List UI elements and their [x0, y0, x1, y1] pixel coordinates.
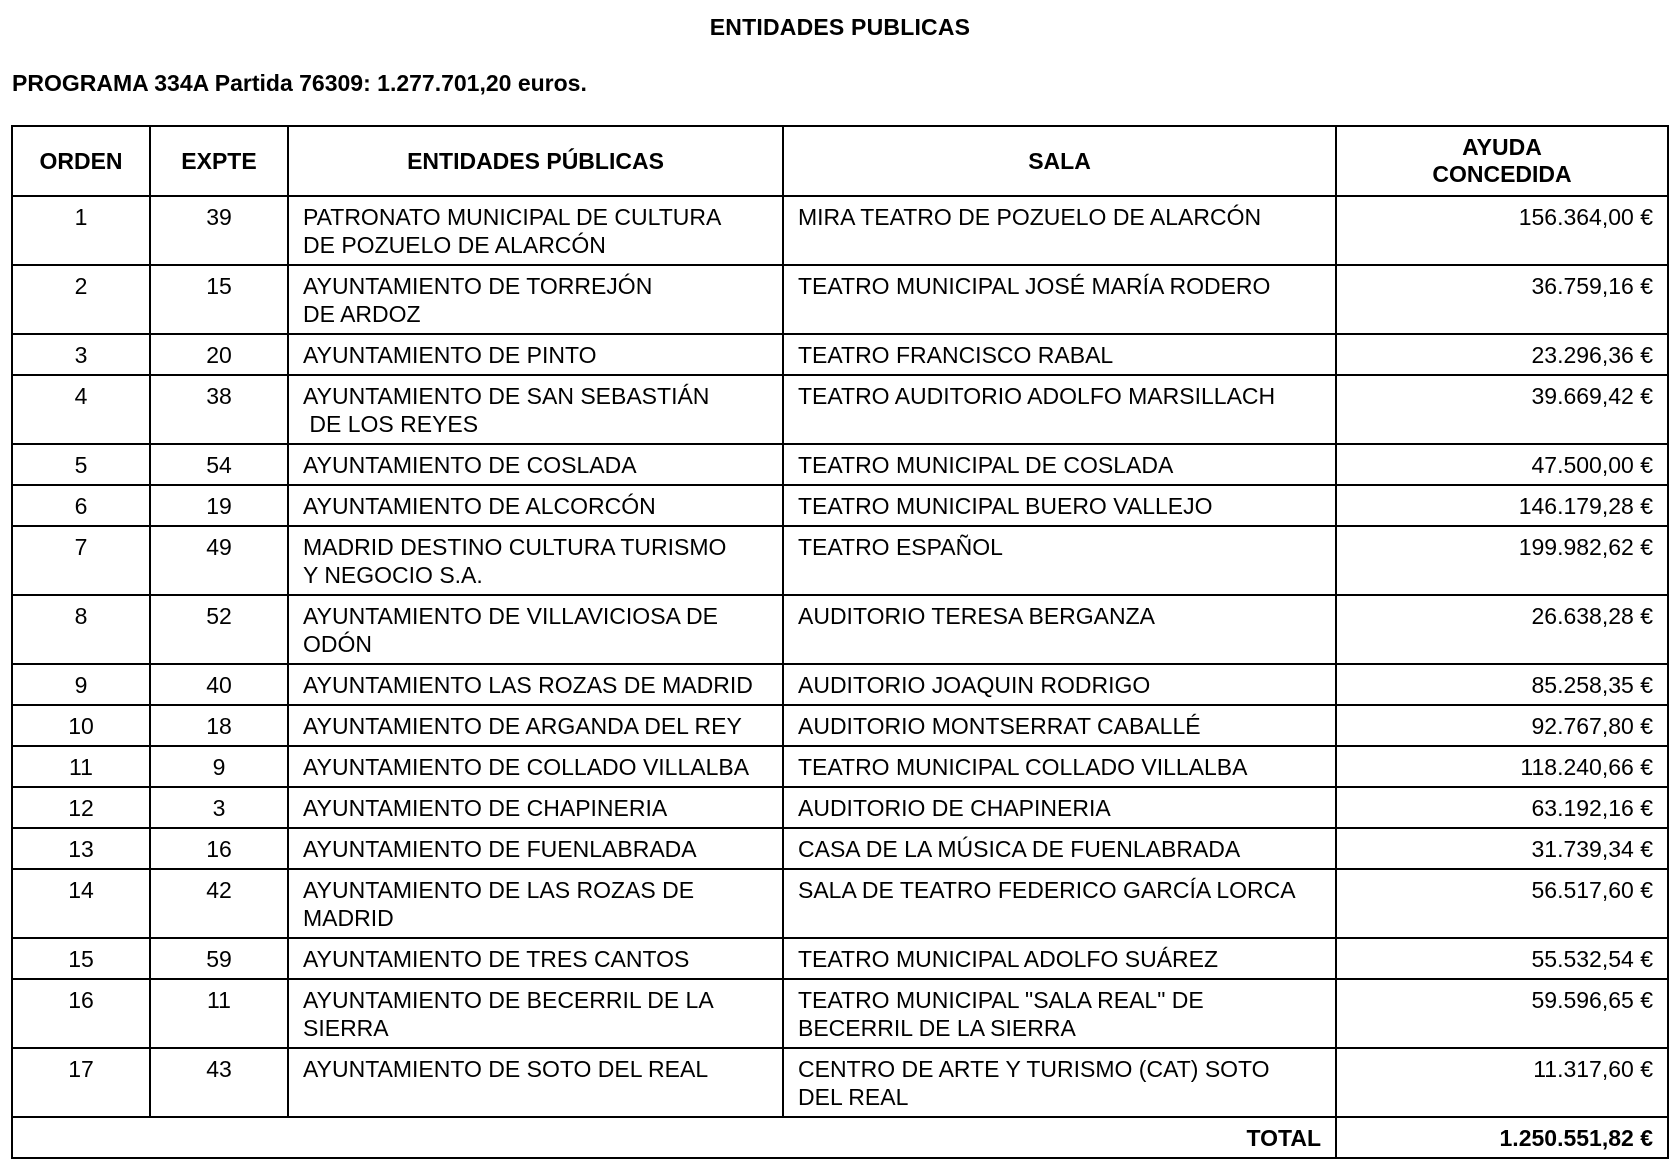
cell-sala: [783, 375, 1336, 444]
cell-entidad: [288, 869, 783, 938]
sala-line-1: TEATRO MUNICIPAL "SALA REAL" DE: [798, 987, 1204, 1013]
sala-line-2: BECERRIL DE LA SIERRA: [798, 1015, 1076, 1041]
cell-entidad: [288, 705, 783, 746]
cell-orden: 13: [12, 828, 150, 869]
sala-line-1: MIRA TEATRO DE POZUELO DE ALARCÓN: [798, 204, 1262, 230]
cell-expte: 43: [150, 1048, 288, 1117]
cell-ayuda: 85.258,35 €: [1336, 664, 1668, 705]
table-row: [12, 444, 1668, 485]
cell-ayuda: 59.596,65 €: [1336, 979, 1668, 1048]
entidad-line-2: SIERRA: [303, 1015, 389, 1041]
cell-entidad: [288, 526, 783, 595]
cell-orden: 4: [12, 375, 150, 444]
table-row: [12, 938, 1668, 979]
cell-expte: 59: [150, 938, 288, 979]
cell-entidad: [288, 444, 783, 485]
table-header-row: [12, 126, 1668, 196]
cell-entidad: [288, 1048, 783, 1117]
entidad-line-2: DE POZUELO DE ALARCÓN: [303, 232, 606, 258]
entidad-line-1: PATRONATO MUNICIPAL DE CULTURA: [303, 204, 722, 230]
cell-sala: [783, 705, 1336, 746]
sala-line-1: AUDITORIO MONTSERRAT CABALLÉ: [798, 713, 1201, 739]
cell-ayuda: 47.500,00 €: [1336, 444, 1668, 485]
cell-sala: [783, 485, 1336, 526]
table-row: [12, 664, 1668, 705]
cell-entidad: [288, 334, 783, 375]
cell-entidad: [288, 979, 783, 1048]
cell-sala: [783, 444, 1336, 485]
sala-line-1: TEATRO MUNICIPAL COLLADO VILLALBA: [798, 754, 1248, 780]
ayuda-header-line2: CONCEDIDA: [1432, 161, 1572, 187]
cell-sala: [783, 746, 1336, 787]
cell-expte: 52: [150, 595, 288, 664]
col-entidades-header: ENTIDADES PÚBLICAS: [288, 126, 783, 196]
table-row: [12, 265, 1668, 334]
cell-sala: [783, 938, 1336, 979]
sala-line-1: AUDITORIO TERESA BERGANZA: [798, 603, 1156, 629]
entidad-line-1: AYUNTAMIENTO DE SOTO DEL REAL: [303, 1056, 709, 1082]
col-expte-header: EXPTE: [150, 126, 288, 196]
cell-entidad: [288, 828, 783, 869]
cell-entidad: [288, 375, 783, 444]
cell-sala: [783, 664, 1336, 705]
table-row: [12, 196, 1668, 265]
cell-orden: 5: [12, 444, 150, 485]
total-label: TOTAL: [12, 1117, 1336, 1158]
entidad-line-1: AYUNTAMIENTO DE ARGANDA DEL REY: [303, 713, 742, 739]
cell-ayuda: 23.296,36 €: [1336, 334, 1668, 375]
cell-expte: 18: [150, 705, 288, 746]
cell-orden: 16: [12, 979, 150, 1048]
sala-line-1: AUDITORIO JOAQUIN RODRIGO: [798, 672, 1151, 698]
entidad-line-1: AYUNTAMIENTO DE TRES CANTOS: [303, 946, 690, 972]
entidad-line-1: AYUNTAMIENTO DE TORREJÓN: [303, 273, 653, 299]
table-row: [12, 979, 1668, 1048]
cell-ayuda: 11.317,60 €: [1336, 1048, 1668, 1117]
entidad-line-1: MADRID DESTINO CULTURA TURISMO: [303, 534, 727, 560]
cell-ayuda: 118.240,66 €: [1336, 746, 1668, 787]
cell-ayuda: 146.179,28 €: [1336, 485, 1668, 526]
ayuda-header-line1: AYUDA: [1462, 134, 1542, 160]
table-row: [12, 1048, 1668, 1117]
table-row: [12, 595, 1668, 664]
sala-line-2: DEL REAL: [798, 1084, 909, 1110]
table-row: [12, 375, 1668, 444]
cell-ayuda: 63.192,16 €: [1336, 787, 1668, 828]
cell-sala: [783, 828, 1336, 869]
table-row: [12, 705, 1668, 746]
sala-line-1: CENTRO DE ARTE Y TURISMO (CAT) SOTO: [798, 1056, 1270, 1082]
cell-orden: 7: [12, 526, 150, 595]
cell-ayuda: 36.759,16 €: [1336, 265, 1668, 334]
cell-expte: 19: [150, 485, 288, 526]
col-sala-header: SALA: [783, 126, 1336, 196]
cell-orden: 15: [12, 938, 150, 979]
total-row: [12, 1117, 1668, 1158]
col-ayuda-header: [1336, 126, 1668, 196]
cell-expte: 54: [150, 444, 288, 485]
cell-orden: 1: [12, 196, 150, 265]
cell-entidad: [288, 746, 783, 787]
table-row: [12, 526, 1668, 595]
cell-ayuda: 56.517,60 €: [1336, 869, 1668, 938]
table-row: [12, 828, 1668, 869]
cell-entidad: [288, 265, 783, 334]
table-body: [12, 196, 1668, 1117]
cell-sala: [783, 979, 1336, 1048]
cell-orden: 8: [12, 595, 150, 664]
cell-sala: [783, 196, 1336, 265]
sala-line-1: TEATRO MUNICIPAL JOSÉ MARÍA RODERO: [798, 273, 1271, 299]
cell-entidad: [288, 485, 783, 526]
entidad-line-1: AYUNTAMIENTO DE LAS ROZAS DE: [303, 877, 695, 903]
entidad-line-1: AYUNTAMIENTO DE COSLADA: [303, 452, 637, 478]
entidad-line-1: AYUNTAMIENTO DE FUENLABRADA: [303, 836, 697, 862]
table-row: [12, 485, 1668, 526]
cell-orden: 12: [12, 787, 150, 828]
cell-sala: [783, 526, 1336, 595]
cell-sala: [783, 869, 1336, 938]
cell-ayuda: 55.532,54 €: [1336, 938, 1668, 979]
cell-expte: 49: [150, 526, 288, 595]
cell-expte: 3: [150, 787, 288, 828]
program-line: PROGRAMA 334A Partida 76309: 1.277.701,20 euros.: [12, 70, 587, 96]
entidad-line-1: AYUNTAMIENTO DE SAN SEBASTIÁN: [303, 383, 710, 409]
cell-expte: 11: [150, 979, 288, 1048]
entidad-line-2: MADRID: [303, 905, 394, 931]
entidad-line-2: DE ARDOZ: [303, 301, 421, 327]
cell-expte: 42: [150, 869, 288, 938]
cell-expte: 38: [150, 375, 288, 444]
cell-expte: 16: [150, 828, 288, 869]
cell-orden: 9: [12, 664, 150, 705]
table-row: [12, 787, 1668, 828]
cell-sala: [783, 1048, 1336, 1117]
cell-entidad: [288, 787, 783, 828]
sala-line-1: SALA DE TEATRO FEDERICO GARCÍA LORCA: [798, 877, 1296, 903]
sala-line-1: TEATRO MUNICIPAL BUERO VALLEJO: [798, 493, 1213, 519]
sala-line-1: TEATRO MUNICIPAL DE COSLADA: [798, 452, 1174, 478]
sala-line-1: TEATRO AUDITORIO ADOLFO MARSILLACH: [798, 383, 1276, 409]
sala-line-1: TEATRO FRANCISCO RABAL: [798, 342, 1114, 368]
cell-entidad: [288, 595, 783, 664]
entidad-line-1: AYUNTAMIENTO DE PINTO: [303, 342, 597, 368]
cell-expte: 39: [150, 196, 288, 265]
cell-sala: [783, 334, 1336, 375]
entidad-line-1: AYUNTAMIENTO DE CHAPINERIA: [303, 795, 668, 821]
entidad-line-1: AYUNTAMIENTO LAS ROZAS DE MADRID: [303, 672, 753, 698]
cell-orden: 10: [12, 705, 150, 746]
entidad-line-2: Y NEGOCIO S.A.: [303, 562, 483, 588]
cell-sala: [783, 595, 1336, 664]
table-row: [12, 746, 1668, 787]
grants-table: [11, 125, 1669, 1159]
entidad-line-1: AYUNTAMIENTO DE COLLADO VILLALBA: [303, 754, 750, 780]
cell-expte: 15: [150, 265, 288, 334]
entidad-line-1: AYUNTAMIENTO DE ALCORCÓN: [303, 493, 656, 519]
sala-line-1: AUDITORIO DE CHAPINERIA: [798, 795, 1111, 821]
total-value: 1.250.551,82 €: [1336, 1117, 1668, 1158]
cell-orden: 3: [12, 334, 150, 375]
cell-expte: 9: [150, 746, 288, 787]
cell-entidad: [288, 196, 783, 265]
page-title: ENTIDADES PUBLICAS: [709, 14, 971, 40]
cell-expte: 20: [150, 334, 288, 375]
cell-ayuda: 39.669,42 €: [1336, 375, 1668, 444]
cell-orden: 2: [12, 265, 150, 334]
cell-ayuda: 26.638,28 €: [1336, 595, 1668, 664]
cell-sala: [783, 787, 1336, 828]
sala-line-1: CASA DE LA MÚSICA DE FUENLABRADA: [798, 836, 1241, 862]
cell-sala: [783, 265, 1336, 334]
table-row: [12, 334, 1668, 375]
cell-expte: 40: [150, 664, 288, 705]
cell-ayuda: 31.739,34 €: [1336, 828, 1668, 869]
sala-line-1: TEATRO MUNICIPAL ADOLFO SUÁREZ: [798, 946, 1219, 972]
table-row: [12, 869, 1668, 938]
cell-ayuda: 92.767,80 €: [1336, 705, 1668, 746]
entidad-line-2: ODÓN: [303, 631, 372, 657]
cell-orden: 6: [12, 485, 150, 526]
cell-ayuda: 199.982,62 €: [1336, 526, 1668, 595]
col-orden-header: ORDEN: [12, 126, 150, 196]
entidad-line-1: AYUNTAMIENTO DE BECERRIL DE LA: [303, 987, 714, 1013]
cell-orden: 17: [12, 1048, 150, 1117]
cell-orden: 14: [12, 869, 150, 938]
cell-ayuda: 156.364,00 €: [1336, 196, 1668, 265]
cell-entidad: [288, 938, 783, 979]
entidad-line-2: DE LOS REYES: [303, 411, 479, 437]
entidad-line-1: AYUNTAMIENTO DE VILLAVICIOSA DE: [303, 603, 718, 629]
cell-entidad: [288, 664, 783, 705]
cell-orden: 11: [12, 746, 150, 787]
sala-line-1: TEATRO ESPAÑOL: [798, 534, 1003, 560]
